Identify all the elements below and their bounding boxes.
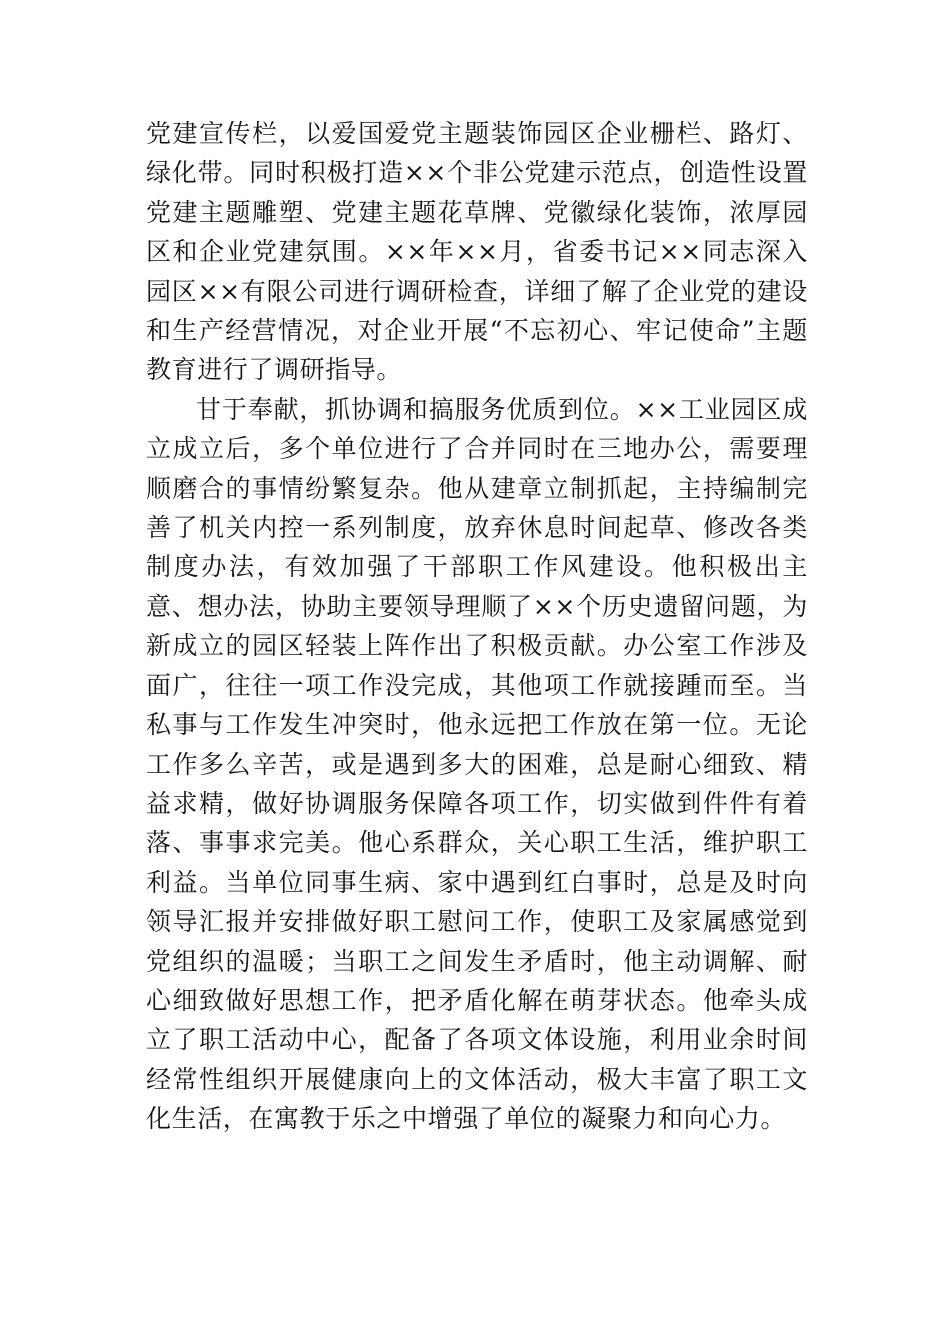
document-body [146,114,808,1139]
paragraph-dedication-service: 甘于奉献，抓协调和搞服务优质到位。××工业园区成立成立后，多个单位进行了合并同时在三地办公，需要理顺磨合的事情纷繁复杂。他从建章立制抓起，主持编制完善了机关内控一系列制度，放弃休息时间起草、修改各类制度办法，有效加强了干部职工作风建设。他积极出主意、想办法，协助主要领导理顺了××个历史遗留问题，为新成立的园区轻装上阵作出了积极贡献。办公室工作涉及面广，往往一项工作没完成，其他项工作就接踵而至。当私事与工作发生冲突时，他永远把工作放在第一位。无论工作多么辛苦，或是遇到多大的困难，总是耐心细致、精益求精，做好协调服务保障各项工作，切实做到件件有着落、事事求完美。他心系群众，关心职工生活，维护职工利益。当单位同事生病、家中遇到红白事时，总是及时向领导汇报并安排做好职工慰问工作，使职工及家属感觉到党组织的温暖；当职工之间发生矛盾时，他主动调解、耐心细致做好思想工作，把矛盾化解在萌芽状态。他牵头成立了职工活动中心，配备了各项文体设施，利用业余时间经常性组织开展健康向上的文体活动，极大丰富了职工文化生活，在寓教于乐之中增强了单位的凝聚力和向心力。 [146,394,808,1134]
paragraph-party-building: 党建宣传栏，以爱国爱党主题装饰园区企业栅栏、路灯、绿化带。同时积极打造××个非公党建示范点，创造性设置党建主题雕塑、党建主题花草牌、党徽绿化装饰，浓厚园区和企业党建氛围。××年××月，省委书记××同志深入园区××有限公司进行调研检查，详细了解了企业党的建设和生产经营情况，对企业开展“不忘初心、牢记使命”主题教育进行了调研指导。 [146,119,808,385]
